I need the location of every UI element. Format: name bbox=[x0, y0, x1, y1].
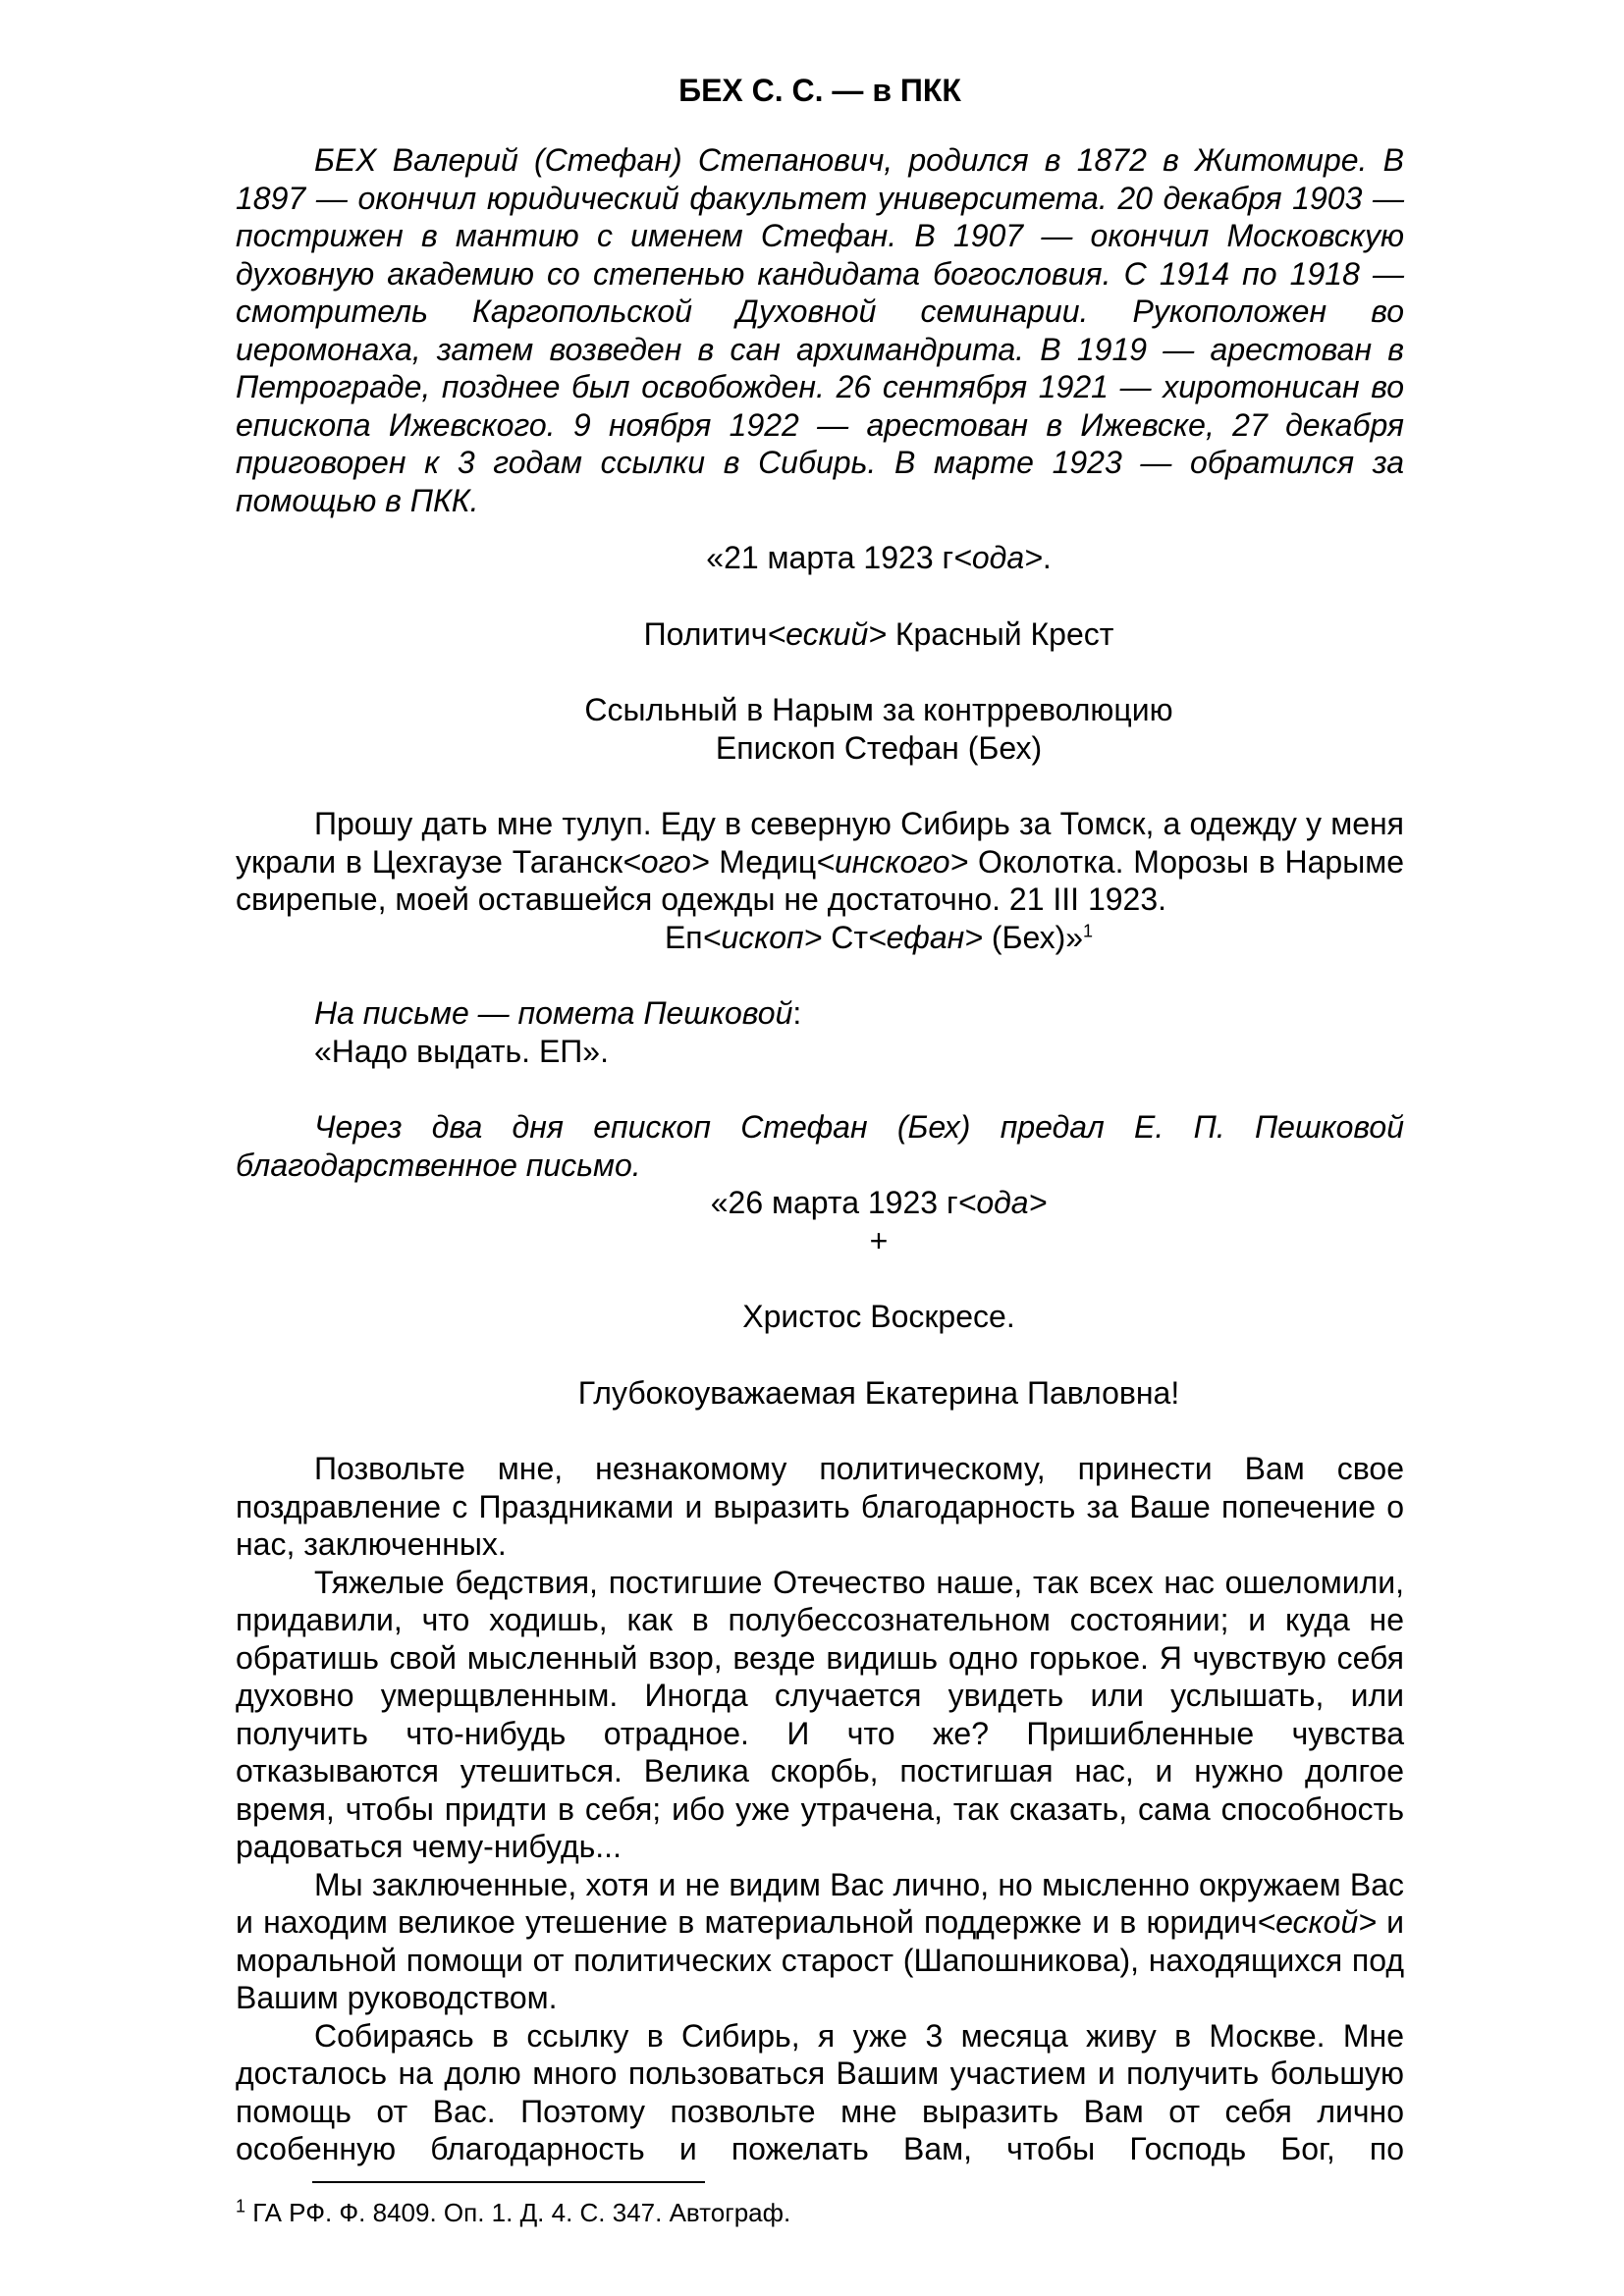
footnote-text: ГА РФ. Ф. 8409. Оп. 1. Д. 4. С. 347. Автограф. bbox=[245, 2198, 791, 2227]
transition-paragraph: Через два дня епископ Стефан (Бех) предал Е. П. Пешковой благодарственное письмо. bbox=[236, 1109, 1404, 1183]
footnote-separator bbox=[312, 2181, 705, 2183]
letter2-paragraph-3: Мы заключенные, хотя и не видим Вас лично, но мысленно окружаем Вас и находим великое утешение в материальной поддержке и в юридич<еской> и моральной помощи от политических старост (Шапошникова), находящихся под Вашим руководством. bbox=[236, 1866, 1405, 2015]
letter2-date: «26 марта 1923 г<ода> bbox=[710, 1185, 1048, 1220]
annotation-text: «Надо выдать. ЕП». bbox=[314, 1033, 609, 1069]
letter1-date: «21 марта 1923 г<ода>. bbox=[706, 540, 1052, 575]
annotation-label: На письме — помета Пешковой: bbox=[314, 995, 802, 1031]
letter2-paragraph-4: Собираясь в ссылку в Сибирь, я уже 3 месяца живу в Москве. Мне досталось на долю много пользоваться Вашим участием и получить большую помощь от Вас. Поэтому позвольте мне выразить Вам от себя лично особенную благодарность и пожелать Вам, чтобы Господь Бог, по bbox=[236, 2017, 1404, 2166]
letter1-signature: Еп<ископ> Ст<ефан> (Бех)»$^1$ bbox=[664, 919, 1094, 955]
letter2-salutation: Глубокоуважаемая Екатерина Павловна! bbox=[577, 1374, 1180, 1411]
footnote-mark: 1 bbox=[236, 2196, 246, 2216]
document-page bbox=[236, 71, 1404, 2168]
cross-mark: + bbox=[869, 1222, 889, 1258]
letter1-sender-line2: Епископ Стефан (Бех) bbox=[715, 729, 1043, 766]
document-title: БЕХ С. С. — в ПКК bbox=[678, 73, 961, 108]
footnote-reference: 1 bbox=[1083, 920, 1094, 940]
intro-paragraph: БЕХ Валерий (Стефан) Степанович, родился в 1872 в Житомире. В 1897 — окончил юридический факультет университета. 20 декабря 1903 — пострижен в мантию с именем Стефан. В 1907 — окончил Московскую духовную академию со степенью кандидата богословия. С 1914 по 1918 — смотритель Каргопольской Духовной семинарии. Рукоположен во иеромонаха, затем возведен в сан архимандрита. В 1919 — арестован в Петрограде, позднее был освобожден. 26 сентября 1921 — хиротонисан во епископа Ижевского. 9 ноября 1922 — арестован в Ижевске, 27 декабря приговорен к 3 годам ссылки в Сибирь. В марте 1923 — обратился за помощью в ПКК. bbox=[236, 142, 1404, 518]
letter1-sender-line1: Ссыльный в Нарым за контрреволюцию bbox=[584, 692, 1173, 727]
letter2-paragraph-2: Тяжелые бедствия, постигшие Отечество наше, так всех нас ошеломили, придавили, что ходишь, как в полубессознательном состоянии; и куда не обратишь свой мысленный взор, везде видишь одно горькое. Я чувствую себя духовно умерщвленным. Иногда случается увидеть или услышать, или получить что-нибудь отрадное. И что же? Пришибленные чувства отказываются утешиться. Велика скорбь, постигшая нас, и нужно долгое время, чтобы придти в себя; ибо уже утрачена, так сказать, сама способность радоваться чему-нибудь... bbox=[236, 1564, 1404, 1864]
letter1-addressee: Политич<еский> Красный Крест bbox=[643, 615, 1114, 652]
letter2-paragraph-1: Позвольте мне, незнакомому политическому, принести Вам свое поздравление с Праздниками и выразить благодарность за Ваше попечение о нас, заключенных. bbox=[236, 1451, 1404, 1562]
letter1-body: Прошу дать мне тулуп. Еду в северную Сибирь за Томск, а одежду у меня украли в Цехгаузе Таганск<ого> Медиц<инского> Околотка. Морозы в Нарыме свирепые, моей оставшейся одежды не достаточно. 21 III 1923. bbox=[236, 806, 1405, 917]
letter2-greeting: Христос Воскресе. bbox=[742, 1299, 1015, 1334]
footnote bbox=[236, 2197, 790, 2228]
